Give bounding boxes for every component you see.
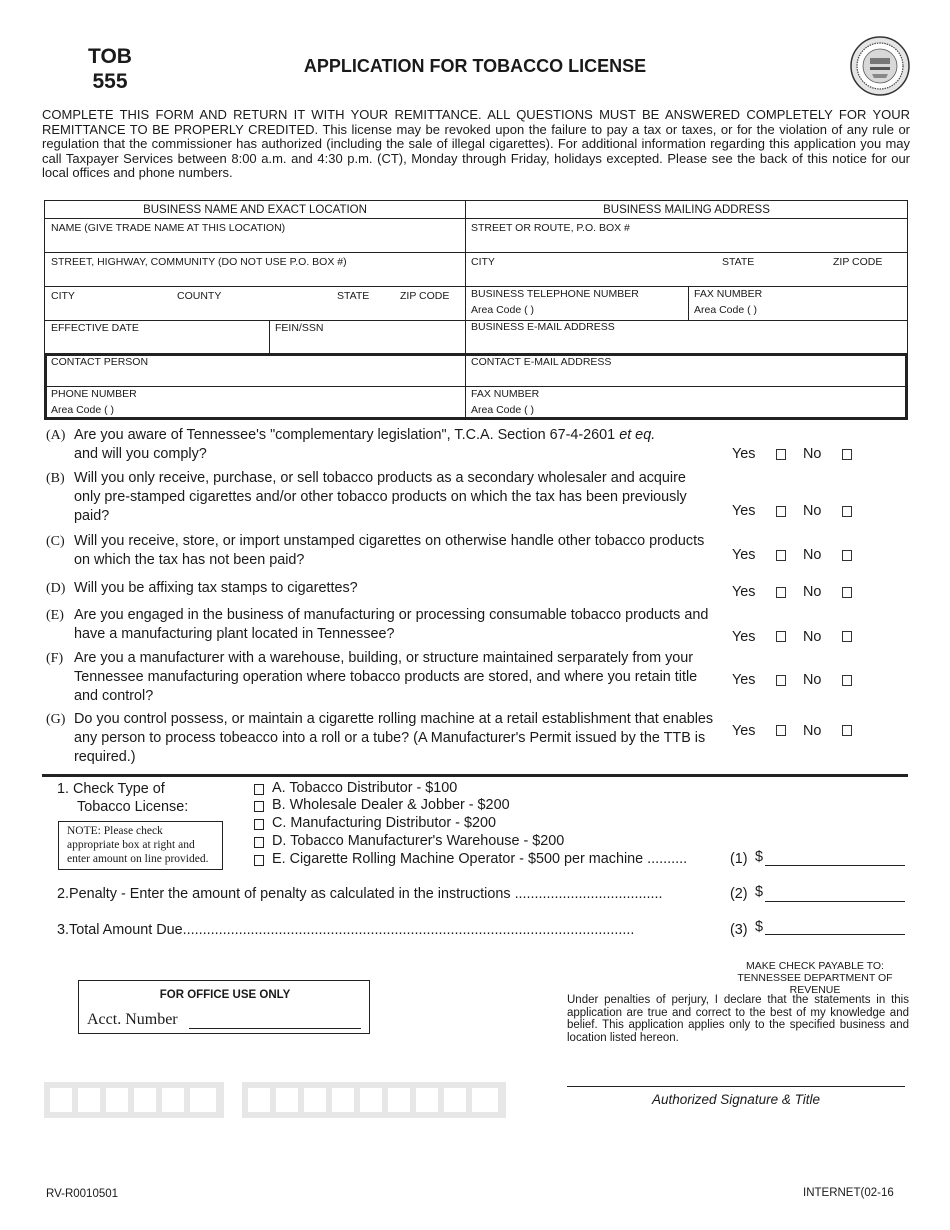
line-2-label: (2) [730, 886, 748, 902]
effective-date-field[interactable] [44, 320, 270, 354]
business-info-grid [44, 200, 908, 420]
business-name-label: NAME (GIVE TRADE NAME AT THIS LOCATION) [51, 222, 286, 234]
office-code-boxes-2 [242, 1082, 506, 1118]
location-county-label: COUNTY [177, 290, 222, 302]
fein-ssn-field[interactable] [269, 320, 466, 354]
location-city-county-field[interactable] [44, 286, 466, 321]
location-state-label: STATE [337, 290, 370, 302]
line-1-amount-field[interactable] [765, 865, 905, 866]
no-label: No [803, 584, 822, 600]
perjury-statement: Under penalties of perjury, I declare that the statements in this application are true and correct to the best of my knowledge and belief. This application applies only to the specified business and location listed hereon. [567, 994, 909, 1044]
form-number: RV-R0010501 [46, 1188, 119, 1200]
yes-label: Yes [732, 547, 756, 563]
line-2-amount-field[interactable] [765, 901, 905, 902]
question-text: Do you control possess, or maintain a cigarette rolling machine at a retail establishment that enables any person to process tobeacco into a roll or a tube? (A Manufacturer's Permit issued by the TTB is required.) [74, 711, 714, 765]
business-phone-label: BUSINESS TELEPHONE NUMBER [471, 288, 639, 300]
office-use-box [78, 980, 370, 1034]
yes-checkbox-d[interactable] [776, 587, 786, 598]
license-option-c: C. Manufacturing Distributor - $200 [272, 815, 496, 831]
question-letter: (E) [46, 608, 64, 623]
business-phone-area-code: Area Code ( ) [471, 304, 535, 316]
yes-label: Yes [732, 723, 756, 739]
license-option-b: B. Wholesale Dealer & Jobber - $200 [272, 797, 510, 813]
license-checkbox-a[interactable] [254, 784, 264, 795]
contact-person-field[interactable] [44, 353, 466, 387]
question-letter: (D) [46, 581, 66, 596]
no-label: No [803, 723, 822, 739]
license-checkbox-d[interactable] [254, 837, 264, 848]
license-option-d: D. Tobacco Manufacturer's Warehouse - $200 [272, 833, 565, 849]
contact-phone-label: PHONE NUMBER [51, 388, 137, 400]
question-letter: (F) [46, 651, 64, 666]
business-fax-field[interactable] [688, 286, 908, 321]
no-label: No [803, 503, 822, 519]
state-seal-logo [850, 36, 910, 96]
location-street-label: STREET, HIGHWAY, COMMUNITY (DO NOT USE P.O. BOX #) [51, 256, 347, 268]
office-code-boxes-1 [44, 1082, 224, 1118]
mailing-address-header: BUSINESS MAILING ADDRESS [465, 200, 908, 219]
license-note: NOTE: Please check appropriate box at right and enter amount on line provided. [58, 821, 223, 870]
effective-date-label: EFFECTIVE DATE [51, 322, 139, 334]
no-checkbox-b[interactable] [842, 506, 852, 517]
yes-label: Yes [732, 503, 756, 519]
mailing-state-label: STATE [722, 256, 755, 268]
license-option-e: E. Cigarette Rolling Machine Operator - $500 per machine .......... [272, 851, 688, 867]
acct-number-field[interactable] [189, 1028, 361, 1029]
question-letter: (G) [46, 712, 66, 727]
business-fax-area-code: Area Code ( ) [694, 304, 758, 316]
line-3-dollar: $ [755, 919, 764, 935]
question-letter: (A) [46, 428, 66, 443]
form-version: INTERNET(02-16 [803, 1187, 894, 1199]
yes-checkbox-g[interactable] [776, 725, 786, 736]
contact-person-label: CONTACT PERSON [51, 356, 149, 368]
form-code [60, 44, 160, 94]
license-option-a: A. Tobacco Distributor - $100 [272, 780, 458, 796]
form-code-line1: TOB [88, 45, 132, 68]
yes-checkbox-f[interactable] [776, 675, 786, 686]
form-title: APPLICATION FOR TOBACCO LICENSE [303, 56, 647, 76]
total-line: 3.Total Amount Due................................................................................................................. [57, 922, 635, 938]
no-label: No [803, 629, 822, 645]
license-checkbox-e[interactable] [254, 855, 264, 866]
line-3-amount-field[interactable] [765, 934, 905, 935]
question-letter: (C) [46, 534, 65, 549]
location-city-label: CITY [51, 290, 75, 302]
mailing-street-field[interactable] [465, 218, 908, 253]
contact-email-label: CONTACT E-MAIL ADDRESS [471, 356, 612, 368]
yes-label: Yes [732, 672, 756, 688]
location-zip-label: ZIP CODE [400, 290, 450, 302]
mailing-city-state-zip-field[interactable] [465, 252, 908, 287]
contact-fax-label: FAX NUMBER [471, 388, 540, 400]
question-text: Are you engaged in the business of manufacturing or processing consumable tobacco products and have a manufacturing plant located in Tennessee? [74, 607, 709, 642]
contact-fax-field[interactable] [465, 386, 908, 420]
fein-ssn-label: FEIN/SSN [275, 322, 324, 334]
no-checkbox-d[interactable] [842, 587, 852, 598]
question-text: Will you only receive, purchase, or sell tobacco products as a secondary wholesaler and acquire only pre-stamped cigarettes and/or other tobacco products on which the tax has been previously paid? [74, 470, 687, 524]
yes-checkbox-a[interactable] [776, 449, 786, 460]
license-type-label: 1. Check Type of Tobacco License: [57, 781, 189, 815]
business-location-header: BUSINESS NAME AND EXACT LOCATION [44, 200, 466, 219]
contact-email-field[interactable] [465, 353, 908, 387]
yes-label: Yes [732, 446, 756, 462]
line-2-dollar: $ [755, 884, 764, 900]
no-checkbox-g[interactable] [842, 725, 852, 736]
line-3-label: (3) [730, 922, 748, 938]
question-letter: (B) [46, 471, 65, 486]
contact-phone-field[interactable] [44, 386, 466, 420]
question-text: Will you be affixing tax stamps to cigarettes? [74, 580, 358, 596]
form-code-line2: 555 [92, 70, 128, 93]
yes-label: Yes [732, 584, 756, 600]
section-divider [42, 774, 908, 777]
intro-instructions: COMPLETE THIS FORM AND RETURN IT WITH YOUR REMITTANCE. ALL QUESTIONS MUST BE ANSWERED COMPLETELY FOR YOUR REMITTANCE TO BE PROPERLY CREDITED. This license may be revoked upon the failure to pay a tax or taxes, or for the violation of any rule or regulation that the commissioner has authorized (including the sale of illegal cigarettes). For additional information regarding this application you may call Taxpayer Services between 8:00 a.m. and 4:30 p.m. (CT), Monday through Friday, holidays excepted. Please see the back of this notice for our local offices and phone numbers. [42, 107, 910, 181]
question-text: Will you receive, store, or import unstamped cigarettes on otherwise handle other tobacco products on which the tax has not been paid? [74, 533, 705, 568]
business-name-field[interactable] [44, 218, 466, 253]
contact-phone-area-code: Area Code ( ) [51, 404, 115, 416]
no-checkbox-e[interactable] [842, 631, 852, 642]
no-checkbox-f[interactable] [842, 675, 852, 686]
no-label: No [803, 446, 822, 462]
acct-number-label: Acct. Number [87, 1011, 178, 1028]
business-fax-label: FAX NUMBER [694, 288, 763, 300]
office-use-title: FOR OFFICE USE ONLY [159, 989, 291, 1001]
yes-label: Yes [732, 629, 756, 645]
yes-checkbox-e[interactable] [776, 631, 786, 642]
payable-to: MAKE CHECK PAYABLE TO: TENNESSEE DEPARTMENT OF REVENUE [737, 960, 893, 996]
no-label: No [803, 547, 822, 563]
yes-checkbox-c[interactable] [776, 550, 786, 561]
line-1-dollar: $ [755, 849, 764, 865]
signature-field[interactable] [567, 1086, 905, 1087]
contact-fax-area-code: Area Code ( ) [471, 404, 535, 416]
no-checkbox-a[interactable] [842, 449, 852, 460]
line-1-label: (1) [730, 851, 748, 867]
penalty-line: 2.Penalty - Enter the amount of penalty as calculated in the instructions ..................................... [57, 886, 663, 902]
signature-label: Authorized Signature & Title [652, 1092, 820, 1107]
business-email-field[interactable] [465, 320, 908, 354]
no-label: No [803, 672, 822, 688]
mailing-zip-label: ZIP CODE [833, 256, 883, 268]
question-text: Are you a manufacturer with a warehouse, building, or structure maintained serparately from your Tennessee manufacturing operation where tobacco products are stored, and where you retain title and control? [74, 650, 698, 704]
mailing-city-label: CITY [471, 256, 495, 268]
business-phone-field[interactable] [465, 286, 689, 321]
business-email-label: BUSINESS E-MAIL ADDRESS [471, 321, 615, 333]
mailing-street-label: STREET OR ROUTE, P.O. BOX # [471, 222, 630, 234]
location-street-field[interactable] [44, 252, 466, 287]
yes-checkbox-b[interactable] [776, 506, 786, 517]
license-checkbox-c[interactable] [254, 819, 264, 830]
question-text: Are you aware of Tennessee's "complementary legislation", T.C.A. Section 67-4-2601 et eq. and will you comply? [74, 427, 656, 462]
license-checkbox-b[interactable] [254, 801, 264, 812]
no-checkbox-c[interactable] [842, 550, 852, 561]
